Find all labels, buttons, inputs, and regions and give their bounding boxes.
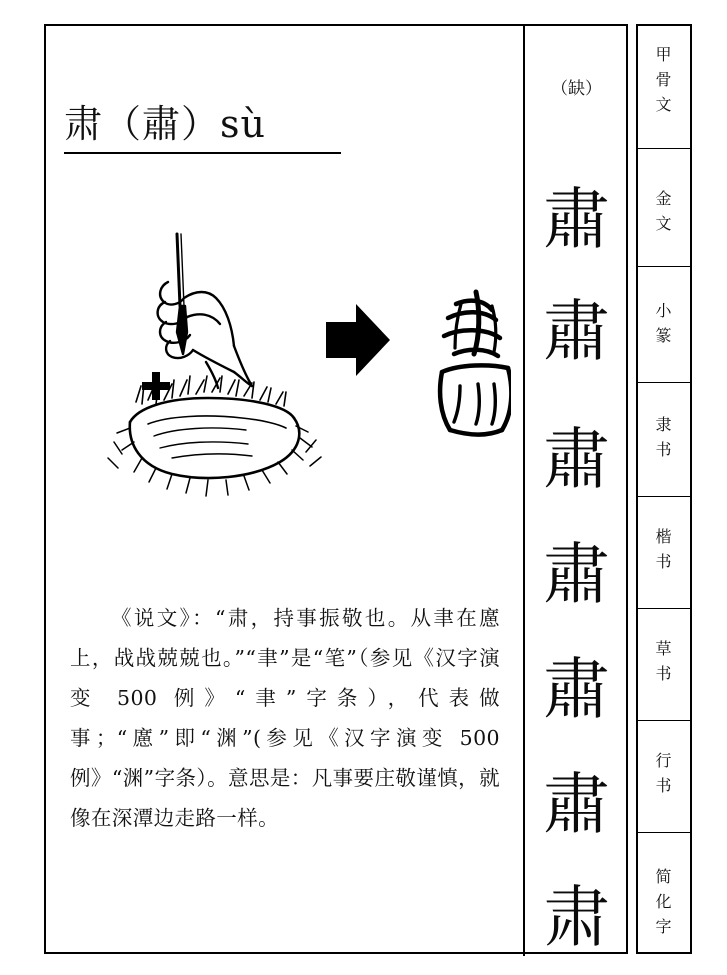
entry-card: [44, 24, 628, 954]
label-kaishu: [638, 524, 690, 574]
script-label-strip: [636, 24, 692, 954]
label-kaishu-text: 楷 书: [655, 527, 673, 571]
label-jiaguwen-text: 甲 骨 文: [655, 45, 673, 114]
label-separator: [638, 382, 690, 383]
label-xiaozhuan-text: 小 篆: [655, 301, 673, 345]
hand-with-brush-icon: [158, 234, 252, 388]
label-caoshu-text: 草 书: [655, 639, 673, 683]
label-lishu: [638, 412, 690, 462]
label-lishu-text: 隶 书: [655, 415, 673, 459]
script-glyph-kaishu: 肅: [543, 536, 610, 613]
label-separator: [638, 720, 690, 721]
script-glyph-lishu: 肅: [543, 421, 610, 498]
illustration-svg: [56, 186, 511, 586]
result-glyph: [440, 292, 511, 435]
label-xiaozhuan: [638, 298, 690, 348]
script-glyph-xingshu: 肅: [543, 766, 610, 843]
script-glyph-jinwen: 肅: [543, 181, 610, 258]
script-glyph-caoshu: 肅: [543, 651, 610, 728]
illustration: [56, 186, 511, 586]
grass-pool-icon: [108, 376, 321, 496]
label-separator: [638, 148, 690, 149]
label-jinwen: [638, 186, 690, 236]
label-xingshu: [638, 748, 690, 798]
label-xingshu-text: 行 书: [655, 751, 673, 795]
label-jianhuazi-text: 简 化 字: [655, 867, 673, 936]
label-separator: [638, 266, 690, 267]
headword-text: 肃（肅）sù: [64, 102, 266, 146]
label-jinwen-text: 金 文: [655, 189, 673, 233]
headword-underline: [64, 152, 341, 154]
explanation-text: 《说文》：“肃，持事振敬也。从聿在㢜上，战战兢兢也。”“聿”是“笔”（参见《汉字演变 500 例》“聿”字条），代表做事；“㢜”即“渊”(参见《汉字演变 500 例》“渊”字条）。意思是：凡事要庄敬谨慎，就像在深潭边走路一样。: [70, 606, 500, 830]
script-evolution-column: [525, 26, 628, 956]
script-glyph-jianhuazi: 肃: [543, 879, 610, 956]
label-separator: [638, 496, 690, 497]
label-separator: [638, 832, 690, 833]
label-separator: [638, 608, 690, 609]
label-jianhuazi: [638, 864, 690, 939]
label-caoshu: [638, 636, 690, 686]
page-title: [64, 104, 344, 146]
script-missing-note: （缺）: [551, 79, 602, 99]
label-jiaguwen: [638, 42, 690, 117]
script-glyph-xiaozhuan: 肅: [543, 293, 610, 370]
arrow-right-icon: [326, 304, 390, 376]
